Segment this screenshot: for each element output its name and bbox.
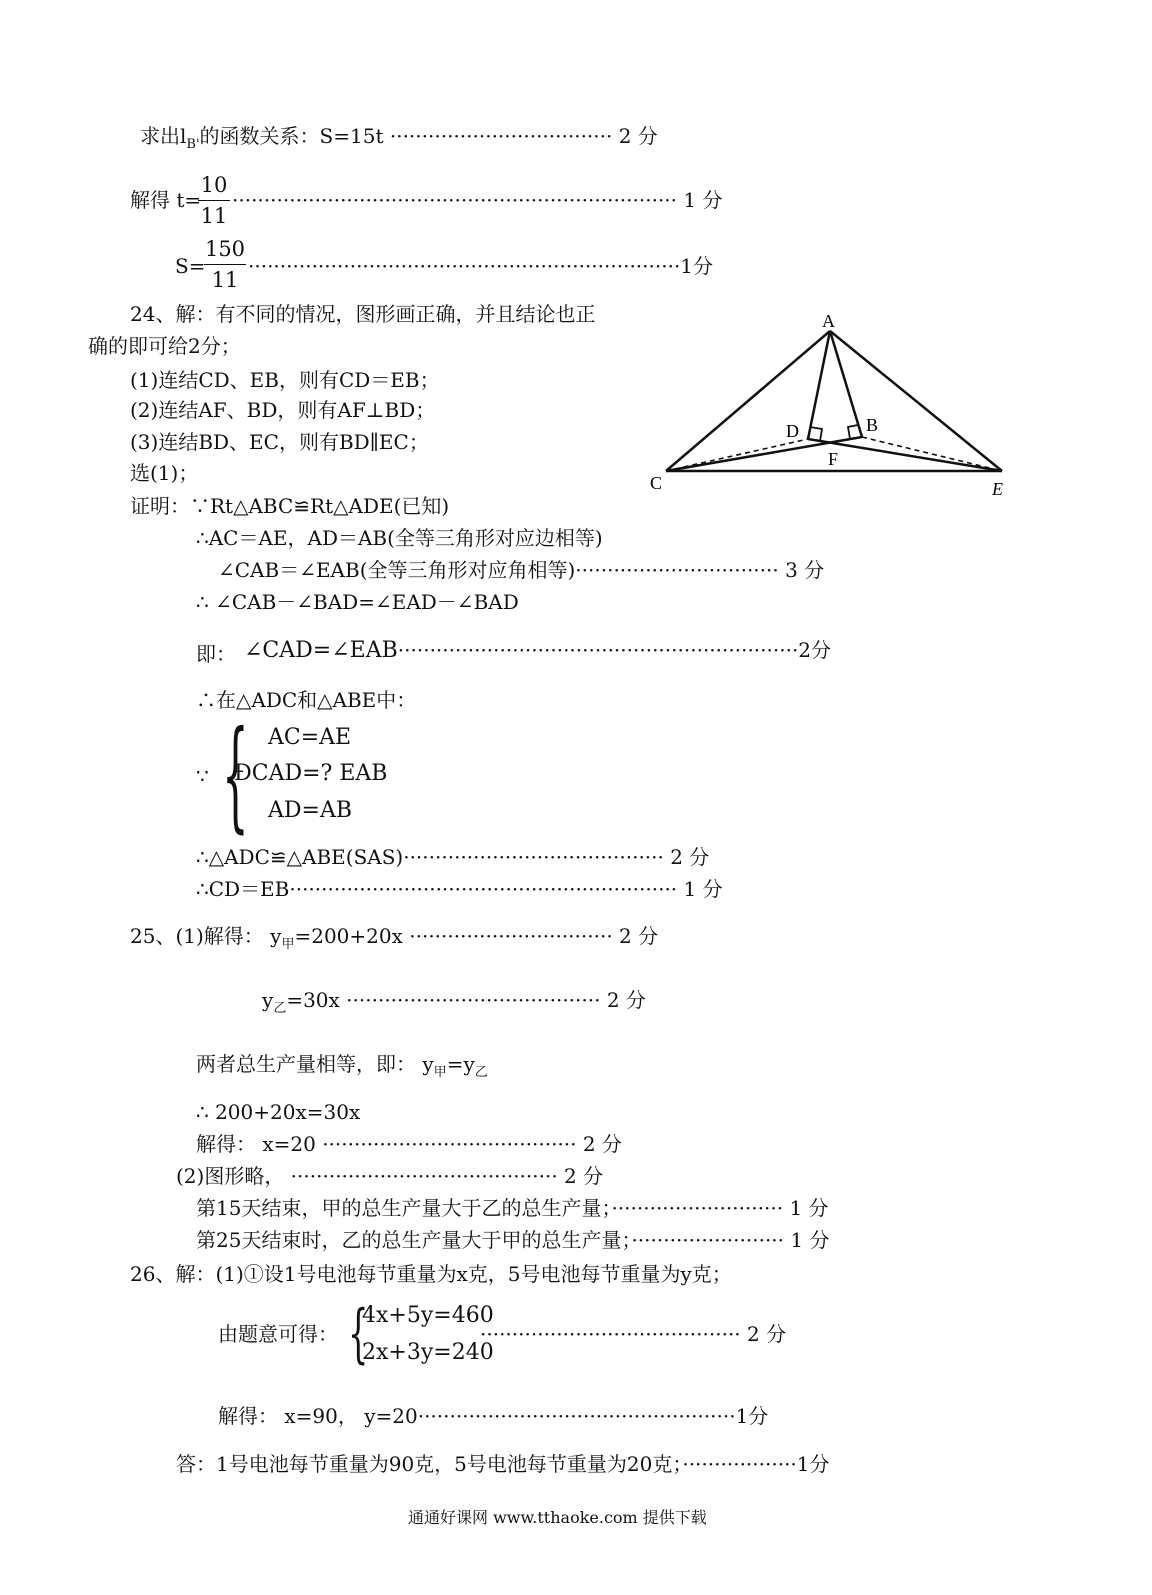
subscript: 甲 [281, 937, 295, 952]
proof-line-7: ∴△ADC≌△ABE(SAS)········································· 2 分 [196, 845, 710, 869]
proof-line-6: ∴在△ADC和△ABE中： [196, 688, 417, 712]
condition-angle: ÐCAD=? EAB [234, 761, 388, 786]
p25-line-7: 第15天结束，甲的总生产量大于乙的总生产量；··························· 1 分 [196, 1196, 829, 1220]
line-solve-s-dots [248, 254, 713, 278]
text: 即： [196, 642, 236, 666]
dots: ·······························································2分 [397, 638, 832, 662]
fraction-s [204, 238, 246, 291]
text: =200+20x ································ 2 分 [294, 924, 659, 948]
text: y [270, 924, 282, 948]
right-angle-marks [810, 425, 858, 441]
proof-line-8: ∴CD＝EB····························································· 1 分 [196, 877, 723, 901]
condition-ac-ae: AC=AE [268, 725, 352, 750]
equation-2: 2x+3y=240 [362, 1340, 494, 1365]
proof-line-1: 证明：∵Rt△ABC≌Rt△ADE(已知) [130, 494, 450, 518]
p26-line-4: 答：1号电池每节重量为90克，5号电池每节重量为20克；··················1分 [176, 1452, 830, 1476]
triangle-figure [640, 305, 1040, 505]
text: 两者总生产量相等，即： [196, 1052, 416, 1076]
left-brace: { [222, 706, 249, 845]
denominator: 11 [200, 204, 228, 228]
p24-case-2: (2)连结AF、BD，则有AF⊥BD； [130, 398, 436, 422]
subscript: 甲 [433, 1065, 447, 1080]
proof-line-5 [196, 642, 236, 666]
subscript: B' [186, 137, 200, 152]
equation-1: 4x+5y=460 [362, 1303, 494, 1328]
line-AC [666, 331, 830, 471]
p24-intro-cont: 确的即可给2分； [88, 334, 241, 358]
dashed-CD [666, 439, 808, 471]
text: =y [446, 1052, 475, 1076]
proof-line-2: ∴AC＝AE，AD＝AB(全等三角形对应边相等) [196, 526, 603, 550]
text: ······································································ 1 分 [232, 188, 723, 212]
text: 的函数关系：S=15t ··································· 2 分 [199, 124, 658, 148]
text: S= [175, 254, 206, 278]
p25-line-1 [130, 924, 658, 957]
p25-line-4: ∴ 200+20x=30x [196, 1100, 361, 1124]
p26-line-2-label: 由题意可得： [218, 1322, 338, 1346]
numerator: 10 [200, 173, 228, 197]
equation: ∠CAD=∠EAB [244, 638, 398, 663]
footer-source: 通通好课网 www.tthaoke.com 提供下载 [408, 1508, 707, 1527]
p25-line-6: (2)图形略， ·········································· 2 分 [176, 1164, 604, 1188]
fraction-bar [204, 264, 246, 265]
fraction-t [198, 174, 230, 227]
proof-line-3: ∠CAB＝∠EAB(全等三角形对应角相等)································ 3 分 [218, 558, 825, 582]
line-ls-function [140, 124, 658, 157]
p24-case-3: (3)连结BD、EC，则有BD∥EC； [130, 430, 429, 454]
p24-select: 选(1)； [130, 461, 199, 485]
p25-line-3 [196, 1052, 488, 1085]
label-A: A [822, 311, 835, 331]
condition-ad-ab: AD=AB [268, 798, 353, 823]
system-brace: { [348, 1297, 369, 1371]
p26-line-3: 解得： x=90， y=20··················································1分 [218, 1404, 769, 1428]
line-solve-t-label [130, 188, 201, 212]
label-D: D [786, 421, 799, 441]
label-B: B [866, 415, 879, 435]
p24-case-1: (1)连结CD、EB，则有CD＝EB； [130, 368, 440, 392]
because-symbol: ∵ [196, 764, 209, 788]
p26-line-2-dots: ········································· 2 分 [480, 1322, 787, 1346]
p26-line-1: 26、解：(1)①设1号电池每节重量为x克，5号电池每节重量为y克； [130, 1262, 732, 1286]
denominator: 11 [211, 268, 239, 292]
text: 解得 t= [130, 188, 202, 212]
text: 求出l [140, 124, 187, 148]
label-C: C [650, 473, 663, 493]
label-E: E [992, 479, 1003, 499]
p25-line-2 [262, 988, 646, 1021]
subscript: 乙 [474, 1065, 488, 1080]
proof-line-5-eq [244, 638, 831, 663]
text: =30x ········································ 2 分 [286, 988, 646, 1012]
p25-line-5: 解得： x=20 ········································ 2 分 [196, 1132, 622, 1156]
subscript: 乙 [273, 1001, 287, 1016]
label-F: F [828, 449, 839, 469]
line-AB [830, 331, 862, 437]
numerator: 150 [204, 237, 246, 261]
text: 25、(1)解得： [130, 924, 264, 948]
text: y [422, 1052, 434, 1076]
p25-line-8: 第25天结束时，乙的总生产量大于甲的总生产量；························ 1 分 [196, 1228, 830, 1252]
text: ····································································1分 [248, 254, 714, 278]
fraction-bar [198, 200, 230, 201]
proof-line-4: ∴ ∠CAB－∠BAD=∠EAD－∠BAD [196, 590, 519, 614]
text: y [262, 988, 274, 1012]
p24-intro: 24、解：有不同的情况，图形画正确，并且结论也正 [130, 302, 596, 326]
line-solve-s-label [175, 254, 205, 278]
line-solve-t-dots [232, 188, 722, 212]
